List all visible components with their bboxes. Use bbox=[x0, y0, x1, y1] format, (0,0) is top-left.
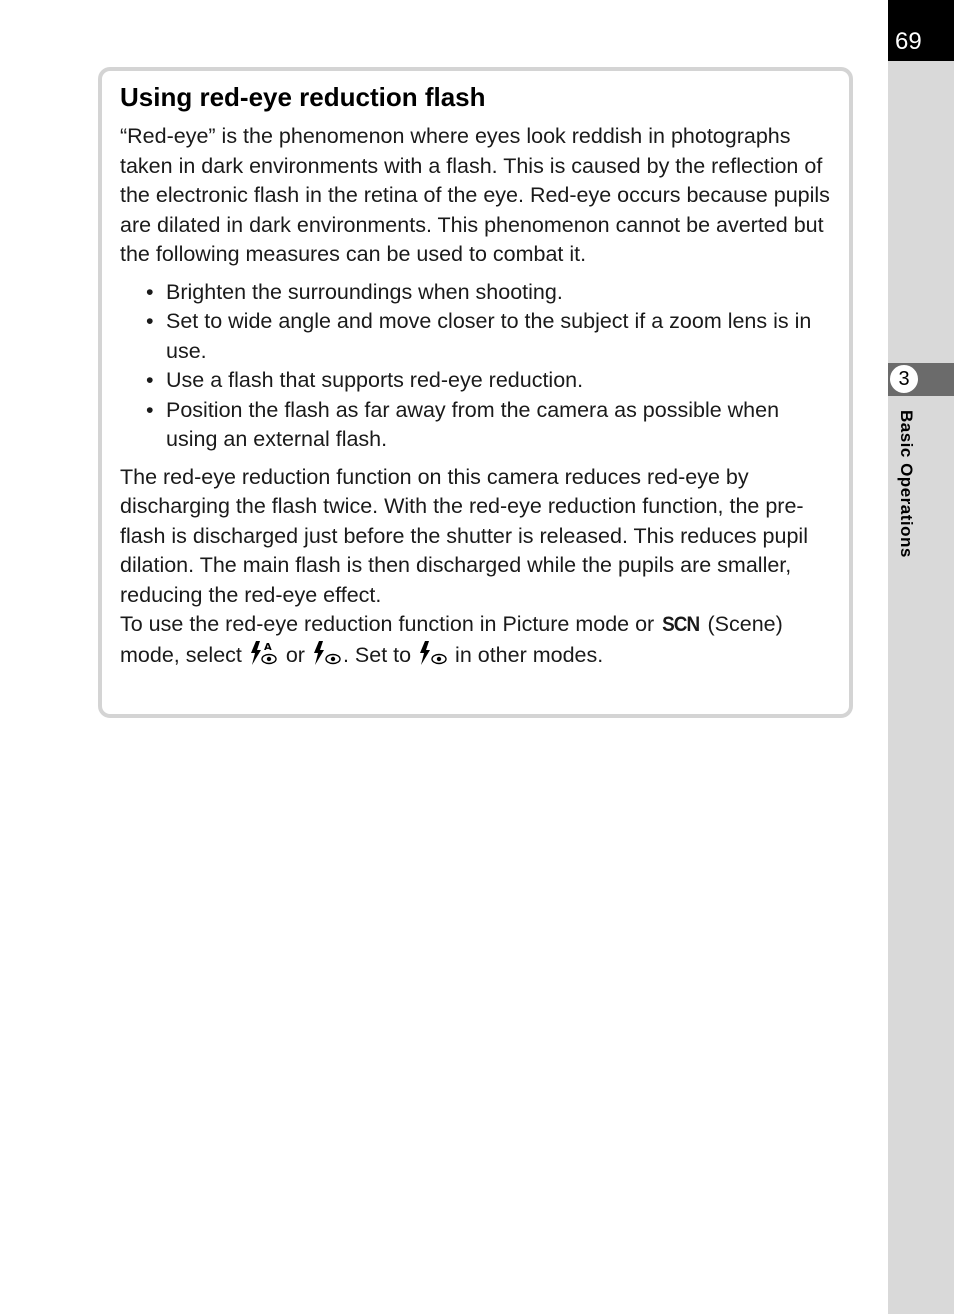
list-item: • Set to wide angle and move closer to the subject if a zoom lens is in use. bbox=[146, 309, 812, 363]
usage-paragraph: To use the red-eye reduction function in Picture mode or SCN (Scene) mode, select A or . Set to in other modes. bbox=[120, 610, 832, 674]
body-paragraph: The red-eye reduction function on this camera reduces red-eye by discharging the flash twice. With the red-eye reduction function, the pre-flash is discharged just before the shutter is released. This reduces pupil dilation. The main flash is then discharged while the pupils are smaller, reducing the red-eye effect. bbox=[120, 464, 808, 607]
svg-text:A: A bbox=[263, 641, 272, 653]
list-item: • Position the flash as far away from the camera as possible when using an external flash. bbox=[146, 397, 780, 451]
list-item: • Brighten the surroundings when shooting. bbox=[146, 279, 563, 304]
info-box-content bbox=[120, 80, 832, 674]
section-heading: Using red-eye reduction flash bbox=[120, 82, 486, 112]
chapter-number: 3 bbox=[889, 364, 919, 394]
chapter-title: Basic Operations bbox=[897, 410, 916, 558]
page-number: 69 bbox=[895, 28, 922, 55]
tips-list bbox=[120, 278, 832, 455]
flash-red-eye-icon bbox=[312, 640, 342, 675]
flash-auto-red-eye-icon bbox=[249, 640, 279, 675]
list-item: • Use a flash that supports red-eye reduction. bbox=[146, 368, 584, 392]
scn-mode-icon: SCN bbox=[662, 613, 700, 636]
side-tab-strip bbox=[888, 0, 954, 1314]
intro-paragraph: “Red-eye” is the phenomenon where eyes look reddish in photographs taken in dark environments with a flash. This is caused by the reflection of the electronic flash in the retina of the eye. Red-eye occurs because pupils are dilated in dark environments. This phenomenon cannot be averted but the following measures can be used to combat it. bbox=[120, 124, 830, 266]
flash-red-eye-icon bbox=[418, 640, 448, 675]
